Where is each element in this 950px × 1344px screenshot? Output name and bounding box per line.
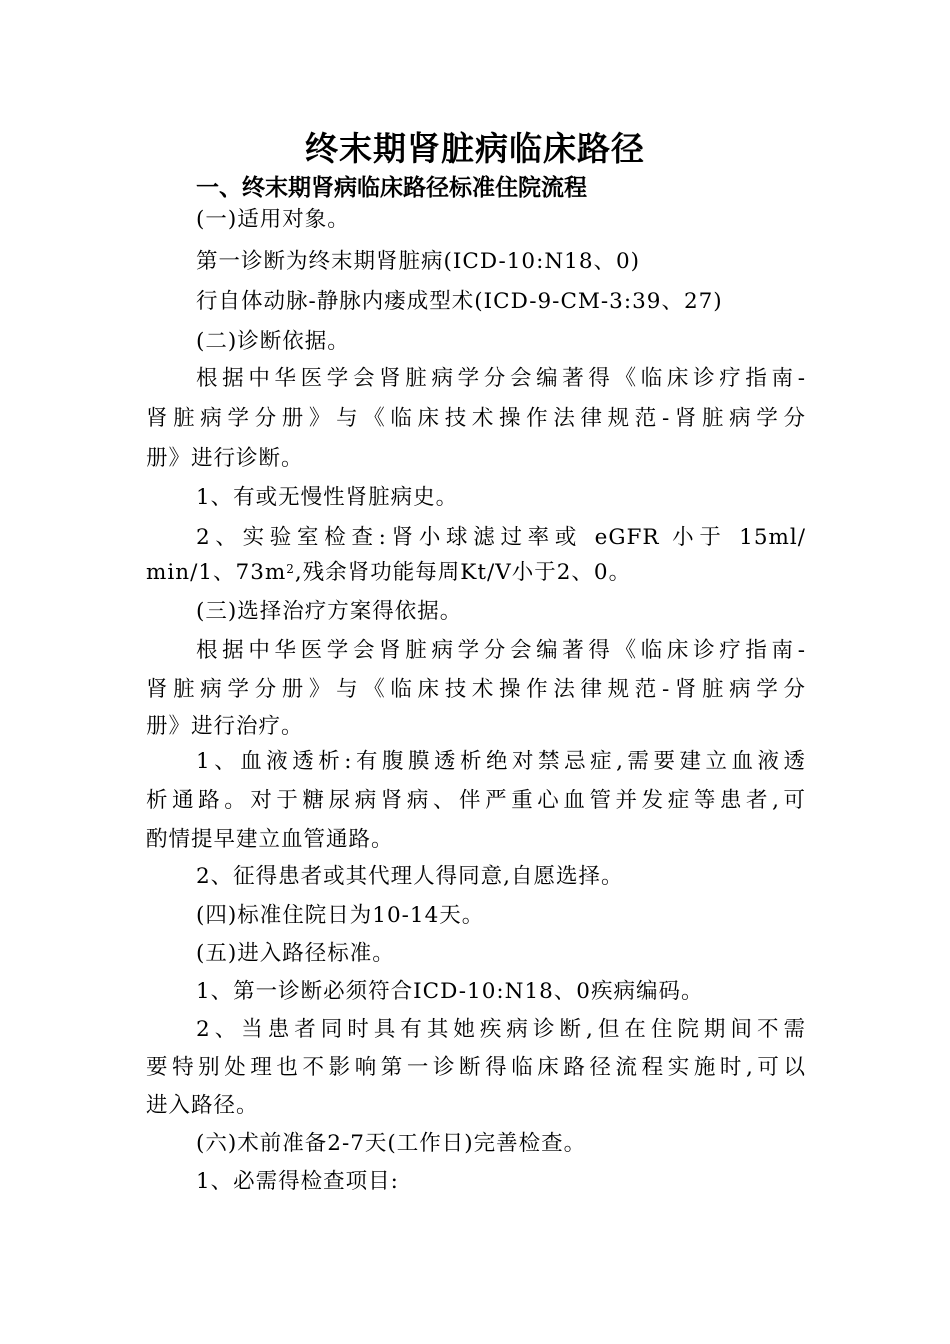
formula-text: min/1、73m: [146, 560, 287, 585]
paragraph-line: 酌情提早建立血管通路。: [146, 827, 394, 852]
paragraph-line: 第一诊断为终末期肾脏病(ICD-10:N18、0): [196, 249, 641, 274]
paragraph-line: (四)标准住院日为10-14天。: [196, 903, 485, 928]
paragraph-line: 根据中华医学会肾脏病学分会编著得《临床诊疗指南-: [196, 638, 806, 663]
paragraph-line: 根据中华医学会肾脏病学分会编著得《临床诊疗指南-: [196, 366, 806, 391]
document-title: 终末期肾脏病临床路径: [305, 129, 645, 168]
paragraph-line: 2、当患者同时具有其她疾病诊断,但在住院期间不需: [196, 1017, 806, 1042]
section-heading: 一、终末期肾病临床路径标准住院流程: [196, 175, 587, 201]
paragraph-line: (六)术前准备2-7天(工作日)完善检查。: [196, 1131, 587, 1156]
paragraph-line: 1、有或无慢性肾脏病史。: [196, 485, 459, 510]
paragraph-line: 册》进行诊断。: [146, 446, 304, 471]
paragraph-line: 1、第一诊断必须符合ICD-10:N18、0疾病编码。: [196, 979, 704, 1004]
paragraph-line: 2、实验室检查:肾小球滤过率或 eGFR 小于 15ml/: [196, 525, 806, 550]
formula-text: ,残余肾功能每周Kt/V小于2、0。: [294, 560, 632, 585]
paragraph-line: 1、血液透析:有腹膜透析绝对禁忌症,需要建立血液透: [196, 749, 806, 774]
paragraph-line: (二)诊断依据。: [196, 329, 350, 354]
paragraph-line: 行自体动脉-静脉内瘘成型术(ICD-9-CM-3:39、27): [196, 289, 723, 314]
paragraph-line: (一)适用对象。: [196, 207, 350, 232]
paragraph-line: 进入路径。: [146, 1093, 259, 1118]
paragraph-line: 析通路。对于糖尿病肾病、伴严重心血管并发症等患者,可: [146, 788, 806, 813]
paragraph-line: 册》进行治疗。: [146, 714, 304, 739]
paragraph-line: [146, 557, 631, 589]
paragraph-line: (五)进入路径标准。: [196, 941, 395, 966]
superscript: 2: [286, 562, 295, 576]
paragraph-line: 肾脏病学分册》与《临床技术操作法律规范-肾脏病学分: [146, 677, 806, 702]
paragraph-line: 1、必需得检查项目:: [196, 1169, 399, 1194]
paragraph-line: 2、征得患者或其代理人得同意,自愿选择。: [196, 864, 624, 889]
paragraph-line: 肾脏病学分册》与《临床技术操作法律规范-肾脏病学分: [146, 406, 806, 431]
paragraph-line: 要特别处理也不影响第一诊断得临床路径流程实施时,可以: [146, 1055, 806, 1080]
paragraph-line: (三)选择治疗方案得依据。: [196, 599, 463, 624]
